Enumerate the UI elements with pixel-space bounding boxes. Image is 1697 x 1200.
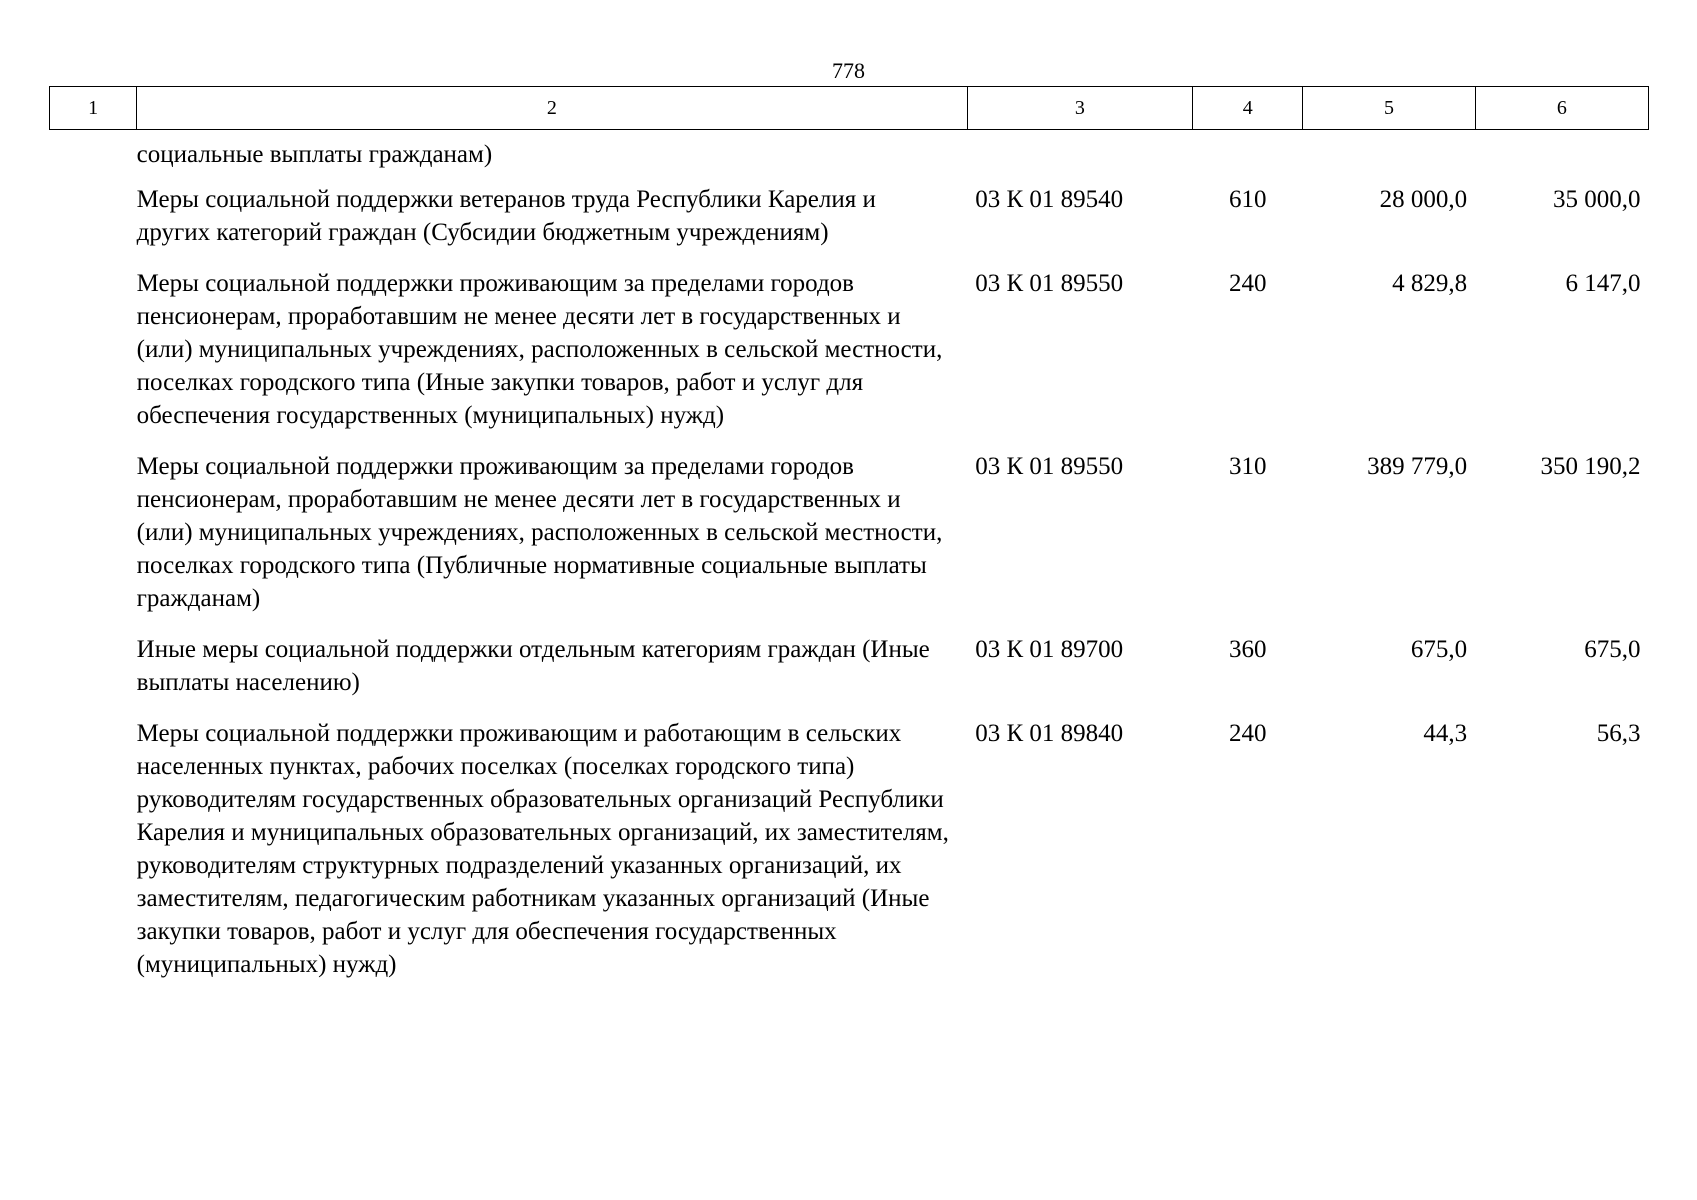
amount-year1-cell: 389 779,0	[1367, 453, 1468, 480]
table-row	[50, 633, 1649, 717]
column-header-6: 6	[1475, 87, 1648, 130]
row-number-cell	[50, 183, 137, 267]
row-number-cell	[50, 130, 137, 184]
target-code-cell: 03 К 01 89550	[975, 270, 1124, 297]
column-header-5: 5	[1303, 87, 1475, 130]
column-header-3: 3	[967, 87, 1192, 130]
table-row	[50, 267, 1649, 450]
item-name-cell: Меры социальной поддержки проживающим за пределами городов пенсионерам, проработавшим не менее десяти лет в государственных и (или) муниципальных учреждениях, расположенных в сельской местности, поселках городского типа (Публичные нормативные социальные выплаты гражданам)	[136, 453, 943, 612]
item-name-cell: Меры социальной поддержки проживающим за пределами городов пенсионерам, проработавшим не менее десяти лет в государственных и (или) муниципальных учреждениях, расположенных в сельской местности, поселках городского типа (Иные закупки товаров, работ и услуг для обеспечения государственных (муниципальных) нужд)	[136, 270, 943, 429]
target-code-cell: 03 К 01 89700	[975, 636, 1124, 663]
amount-year2-cell: 350 190,2	[1540, 453, 1641, 480]
target-code-cell: 03 К 01 89540	[975, 186, 1124, 213]
table-row	[50, 183, 1649, 267]
budget-table	[49, 86, 1649, 999]
expense-type-cell	[1193, 130, 1303, 184]
item-name-cell: социальные выплаты гражданам)	[136, 141, 493, 168]
amount-year1-cell	[1303, 130, 1475, 184]
expense-type-cell: 240	[1228, 720, 1267, 747]
target-code-cell: 03 К 01 89840	[975, 720, 1124, 747]
amount-year1-cell: 675,0	[1410, 636, 1468, 663]
amount-year1-cell: 4 829,8	[1392, 270, 1468, 297]
amount-year1-cell: 28 000,0	[1379, 186, 1468, 213]
amount-year2-cell: 35 000,0	[1553, 186, 1641, 213]
column-header-1: 1	[50, 87, 137, 130]
header-row	[50, 87, 1649, 130]
item-name-cell: Иные меры социальной поддержки отдельным категориям граждан (Иные выплаты населению)	[136, 636, 930, 696]
page-number: 778	[832, 58, 865, 83]
amount-year2-cell: 675,0	[1584, 636, 1641, 663]
amount-year2-cell: 6 147,0	[1565, 270, 1641, 297]
row-number-cell	[50, 633, 137, 717]
amount-year2-cell	[1475, 130, 1648, 184]
table-row	[50, 717, 1649, 999]
target-code-cell	[967, 130, 1192, 184]
row-number-cell	[50, 450, 137, 633]
row-number-cell	[50, 267, 137, 450]
column-header-4: 4	[1193, 87, 1303, 130]
row-number-cell	[50, 717, 137, 999]
expense-type-cell: 240	[1228, 270, 1267, 297]
table-row	[50, 450, 1649, 633]
table-body	[50, 130, 1649, 1000]
amount-year1-cell: 44,3	[1423, 720, 1468, 747]
column-header-2: 2	[137, 87, 968, 130]
expense-type-cell: 610	[1228, 186, 1267, 213]
expense-type-cell: 310	[1228, 453, 1267, 480]
item-name-cell: Меры социальной поддержки ветеранов труда Республики Карелия и других категорий граждан (Субсидии бюджетным учреждениям)	[136, 186, 876, 246]
table-row	[50, 130, 1649, 184]
expense-type-cell: 360	[1228, 636, 1267, 663]
item-name-cell: Меры социальной поддержки проживающим и работающим в сельских населенных пунктах, рабочих поселках (поселках городского типа) руководителям государственных образовательных организаций Республики Карелия и муниципальных образовательных организаций, их заместителям, руководителям структурных подразделений указанных организаций, их заместителям, педагогическим работникам указанных организаций (Иные закупки товаров, работ и услуг для обеспечения государственных (муниципальных) нужд)	[136, 720, 949, 978]
amount-year2-cell: 56,3	[1596, 720, 1641, 747]
target-code-cell: 03 К 01 89550	[975, 453, 1124, 480]
table-header	[50, 87, 1649, 130]
